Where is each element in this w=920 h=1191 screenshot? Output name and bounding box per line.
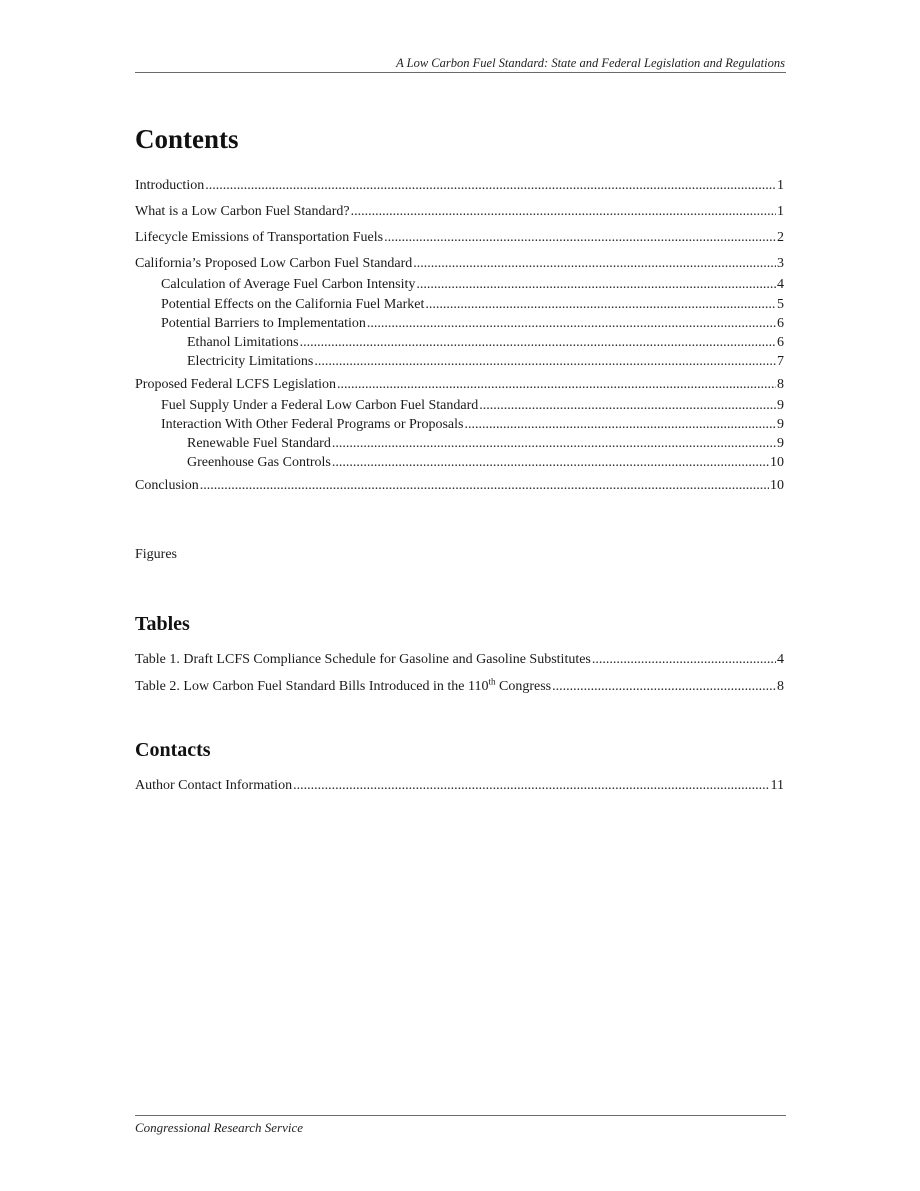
toc-entry-page: 6	[777, 316, 784, 331]
running-header: A Low Carbon Fuel Standard: State and Federal Legislation and Regulations	[396, 56, 785, 70]
table-entry-2[interactable]	[135, 678, 784, 696]
toc-entry-page: 1	[777, 204, 784, 219]
toc-entry-page: 2	[777, 230, 784, 245]
toc-entry-page: 7	[777, 354, 784, 369]
toc-entry-what-is-lcfs[interactable]	[135, 203, 784, 221]
toc-entry-label: Renewable Fuel Standard	[187, 436, 331, 451]
toc-entry-label: Interaction With Other Federal Programs or Proposals	[161, 417, 464, 432]
figures-label: Figures	[135, 547, 177, 562]
footer-rule	[135, 1115, 786, 1116]
leader-dots	[416, 276, 776, 294]
toc-entry-label: What is a Low Carbon Fuel Standard?	[135, 204, 350, 219]
toc-entry-fuel-market-effects[interactable]	[161, 296, 784, 314]
contacts-heading: Contacts	[135, 739, 211, 761]
table-entry-1[interactable]	[135, 651, 784, 669]
toc-entry-california-lcfs[interactable]	[135, 255, 784, 273]
leader-dots	[384, 229, 776, 247]
leader-dots	[337, 376, 776, 394]
table-entry-page: 4	[777, 652, 784, 667]
leader-dots	[332, 435, 776, 453]
toc-entry-page: 1	[777, 178, 784, 193]
toc-entry-label: Greenhouse Gas Controls	[187, 455, 331, 470]
leader-dots	[332, 454, 769, 472]
toc-entry-label: Proposed Federal LCFS Legislation	[135, 377, 337, 392]
toc-entry-electricity-limitations[interactable]	[187, 353, 784, 371]
toc-entry-label: Ethanol Limitations	[187, 335, 299, 350]
toc-entry-other-programs[interactable]	[161, 416, 784, 434]
toc-entry-page: 5	[777, 297, 784, 312]
header-rule	[135, 72, 786, 73]
leader-dots	[293, 777, 769, 795]
toc-entry-page: 10	[770, 478, 784, 493]
leader-dots	[314, 353, 776, 371]
toc-entry-federal-lcfs-legislation[interactable]	[135, 376, 784, 394]
leader-dots	[552, 678, 776, 696]
toc-entry-page: 8	[777, 377, 784, 392]
toc-entry-label: California’s Proposed Low Carbon Fuel Standard	[135, 256, 413, 271]
tables-heading: Tables	[135, 613, 190, 635]
leader-dots	[205, 177, 776, 195]
toc-entry-ethanol-limitations[interactable]	[187, 334, 784, 352]
toc-entry-implementation-barriers[interactable]	[161, 315, 784, 333]
table-entry-page: 8	[777, 679, 784, 694]
toc-entry-fuel-supply[interactable]	[161, 397, 784, 415]
toc-entry-label: Lifecycle Emissions of Transportation Fuels	[135, 230, 384, 245]
toc-entry-lifecycle-emissions[interactable]	[135, 229, 784, 247]
contact-entry-label: Author Contact Information	[135, 778, 293, 793]
leader-dots	[413, 255, 776, 273]
leader-dots	[425, 296, 776, 314]
table-entry-label: Table 2. Low Carbon Fuel Standard Bills Introduced in the 110th Congress	[135, 676, 552, 694]
toc-entry-carbon-intensity[interactable]	[161, 276, 784, 294]
toc-entry-conclusion[interactable]	[135, 477, 784, 495]
leader-dots	[351, 203, 776, 221]
leader-dots	[592, 651, 776, 669]
toc-entry-label: Conclusion	[135, 478, 199, 493]
leader-dots	[367, 315, 776, 333]
contents-heading: Contents	[135, 124, 239, 154]
toc-entry-label: Fuel Supply Under a Federal Low Carbon Fuel Standard	[161, 398, 479, 413]
toc-entry-page: 3	[777, 256, 784, 271]
toc-entry-label: Potential Barriers to Implementation	[161, 316, 366, 331]
leader-dots	[479, 397, 776, 415]
contact-entry-author[interactable]	[135, 777, 784, 795]
toc-entry-page: 9	[777, 417, 784, 432]
toc-entry-label: Electricity Limitations	[187, 354, 314, 369]
toc-entry-page: 10	[770, 455, 784, 470]
table-entry-label: Table 1. Draft LCFS Compliance Schedule for Gasoline and Gasoline Substitutes	[135, 652, 591, 667]
toc-entry-page: 9	[777, 436, 784, 451]
toc-entry-greenhouse-gas-controls[interactable]	[187, 454, 784, 472]
toc-entry-label: Calculation of Average Fuel Carbon Intensity	[161, 277, 416, 292]
leader-dots	[300, 334, 776, 352]
toc-entry-page: 6	[777, 335, 784, 350]
toc-entry-renewable-fuel-standard[interactable]	[187, 435, 784, 453]
leader-dots	[464, 416, 776, 434]
toc-entry-page: 4	[777, 277, 784, 292]
toc-entry-introduction[interactable]	[135, 177, 784, 195]
contact-entry-page: 11	[770, 778, 784, 793]
toc-entry-label: Potential Effects on the California Fuel Market	[161, 297, 425, 312]
toc-entry-page: 9	[777, 398, 784, 413]
leader-dots	[200, 477, 769, 495]
running-footer: Congressional Research Service	[135, 1120, 303, 1135]
toc-entry-label: Introduction	[135, 178, 205, 193]
